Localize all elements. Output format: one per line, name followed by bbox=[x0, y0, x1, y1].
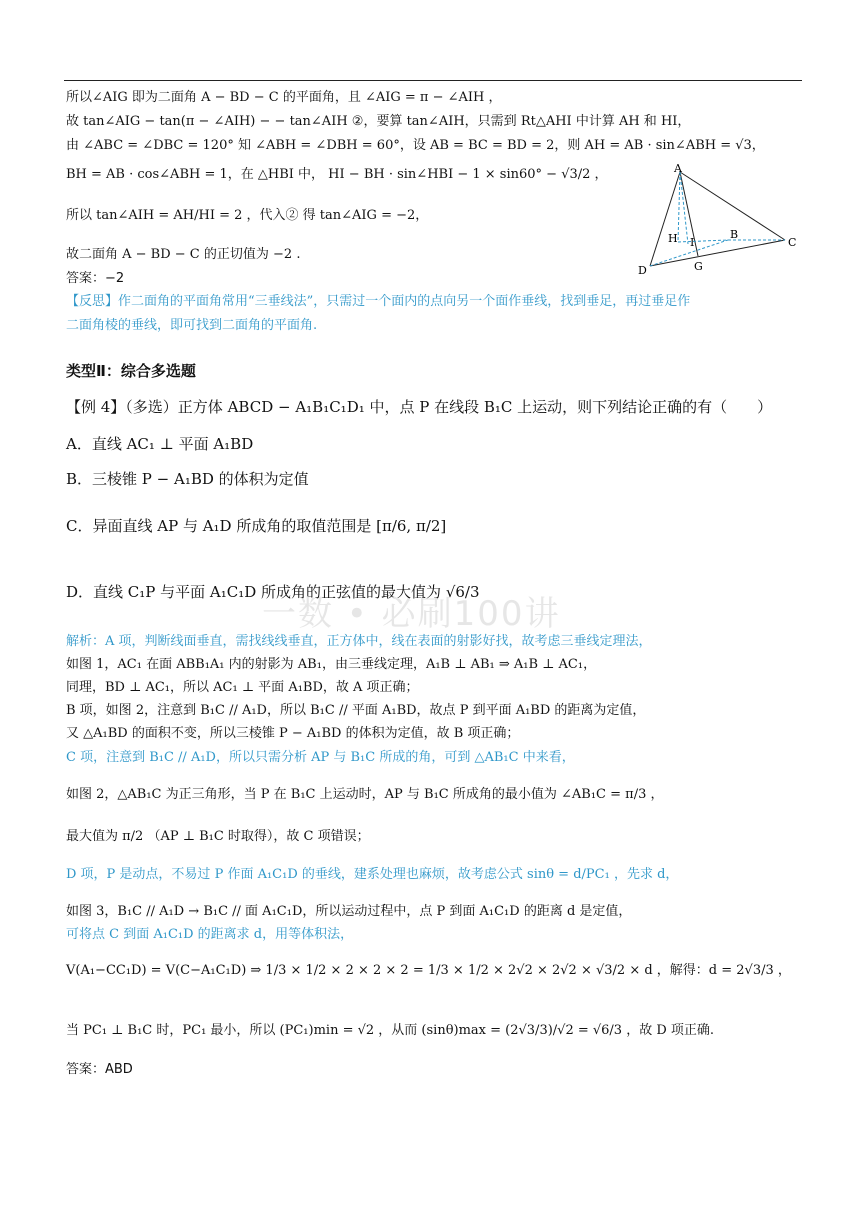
text-line: 由 ∠ABC = ∠DBC = 120° 知 ∠ABH = ∠DBH = 60°，设 AB = BC = BD = 2，则 AH = AB · sin∠ABH = √3， bbox=[66, 138, 765, 153]
analysis-line: C 项，注意到 B₁C // A₁D，所以只需分析 AP 与 B₁C 所成的角，可到 △AB₁C 中来看， bbox=[66, 750, 575, 765]
text-line: 故二面角 A − BD − C 的正切值为 −2 . bbox=[66, 247, 301, 262]
tetrahedron-figure bbox=[630, 160, 800, 280]
label-H: H bbox=[668, 232, 678, 245]
analysis-line: 当 PC₁ ⊥ B₁C 时，PC₁ 最小，所以 (PC₁)min = √2 ，从而 (sinθ)max = (2√3/3)/√2 = √6/3 ，故 D 项正确. bbox=[66, 1023, 715, 1038]
example-4: 【例 4】（多选）正方体 ABCD − A₁B₁C₁D₁ 中，点 P 在线段 B₁C 上运动，则下列结论正确的有（ ） bbox=[66, 398, 773, 416]
label-G: G bbox=[694, 260, 703, 273]
answer-2: 答案：ABD bbox=[66, 1062, 133, 1077]
analysis-line: 同理，BD ⊥ AC₁，所以 AC₁ ⊥ 平面 A₁BD，故 A 项正确； bbox=[66, 680, 419, 695]
analysis-line: 如图 3，B₁C // A₁D → B₁C // 面 A₁C₁D，所以运动过程中，点 P 到面 A₁C₁D 的距离 d 是定值， bbox=[66, 904, 632, 919]
analysis-line: 解析：A 项，判断线面垂直，需找线线垂直，正方体中，线在表面的射影好找，故考虑三垂线定理法， bbox=[66, 634, 652, 649]
option-a: A．直线 AC₁ ⊥ 平面 A₁BD bbox=[66, 435, 254, 453]
analysis-line: 如图 1，AC₁ 在面 ABB₁A₁ 内的射影为 AB₁，由三垂线定理，A₁B ⊥ AB₁ ⇒ A₁B ⊥ AC₁， bbox=[66, 657, 597, 672]
watermark: 一数 • 必刷100讲 bbox=[262, 594, 561, 634]
analysis-line: B 项，如图 2，注意到 B₁C // A₁D，所以 B₁C // 平面 A₁BD，故点 P 到平面 A₁BD 的距离为定值， bbox=[66, 703, 646, 718]
section-title: 类型Ⅱ：综合多选题 bbox=[66, 362, 196, 380]
label-B: B bbox=[730, 228, 739, 241]
option-c: C．异面直线 AP 与 A₁D 所成角的取值范围是 [π/6, π/2] bbox=[66, 517, 447, 535]
text-line: 故 tan∠AIG − tan(π − ∠AIH) − − tan∠AIH ②，要算 tan∠AIH，只需到 Rt△AHI 中计算 AH 和 HI， bbox=[66, 114, 691, 129]
analysis-line: 最大值为 π/2 （AP ⊥ B₁C 时取得），故 C 项错误； bbox=[66, 829, 370, 844]
analysis-line: 可将点 C 到面 A₁C₁D 的距离求 d，用等体积法， bbox=[66, 927, 354, 942]
header-rule bbox=[64, 80, 802, 81]
text-line: BH = AB · cos∠ABH = 1，在 △HBI 中， HI − BH · sin∠HBI − 1 × sin60° − √3/2 ， bbox=[66, 167, 608, 182]
analysis-line: 又 △A₁BD 的面积不变，所以三棱锥 P − A₁BD 的体积为定值，故 B 项正确； bbox=[66, 726, 520, 741]
reflection-line: 二面角棱的垂线，即可找到二面角的平面角. bbox=[66, 318, 318, 333]
label-C: C bbox=[788, 236, 797, 249]
text-line: 所以∠AIG 即为二面角 A − BD − C 的平面角，且 ∠AIG = π − ∠AIH ， bbox=[66, 90, 502, 105]
option-d: D．直线 C₁P 与平面 A₁C₁D 所成角的正弦值的最大值为 √6/3 bbox=[66, 583, 480, 601]
answer-1: 答案：−2 bbox=[66, 271, 125, 286]
text-line: 所以 tan∠AIH = AH/HI = 2 ，代入② 得 tan∠AIG = −2， bbox=[66, 208, 429, 223]
label-D: D bbox=[638, 264, 647, 277]
label-I: I bbox=[690, 236, 695, 249]
label-A: A bbox=[674, 162, 682, 175]
analysis-line: 如图 2，△AB₁C 为正三角形，当 P 在 B₁C 上运动时，AP 与 B₁C 所成角的最小值为 ∠AB₁C = π/3 ， bbox=[66, 787, 664, 802]
analysis-line: V(A₁−CC₁D) = V(C−A₁C₁D) ⇒ 1/3 × 1/2 × 2 × 2 × 2 = 1/3 × 1/2 × 2√2 × 2√2 × √3/2 × d ，解得：d = 2√3/3 ， bbox=[66, 963, 791, 978]
option-b: B．三棱锥 P − A₁BD 的体积为定值 bbox=[66, 470, 309, 488]
reflection-line: 【反思】作二面角的平面角常用“三垂线法”，只需过一个面内的点向另一个面作垂线，找到垂足，再过垂足作 bbox=[66, 294, 691, 309]
analysis-line: D 项，P 是动点，不易过 P 作面 A₁C₁D 的垂线，建系处理也麻烦，故考虑公式 sinθ = d/PC₁ ，先求 d， bbox=[66, 867, 679, 882]
